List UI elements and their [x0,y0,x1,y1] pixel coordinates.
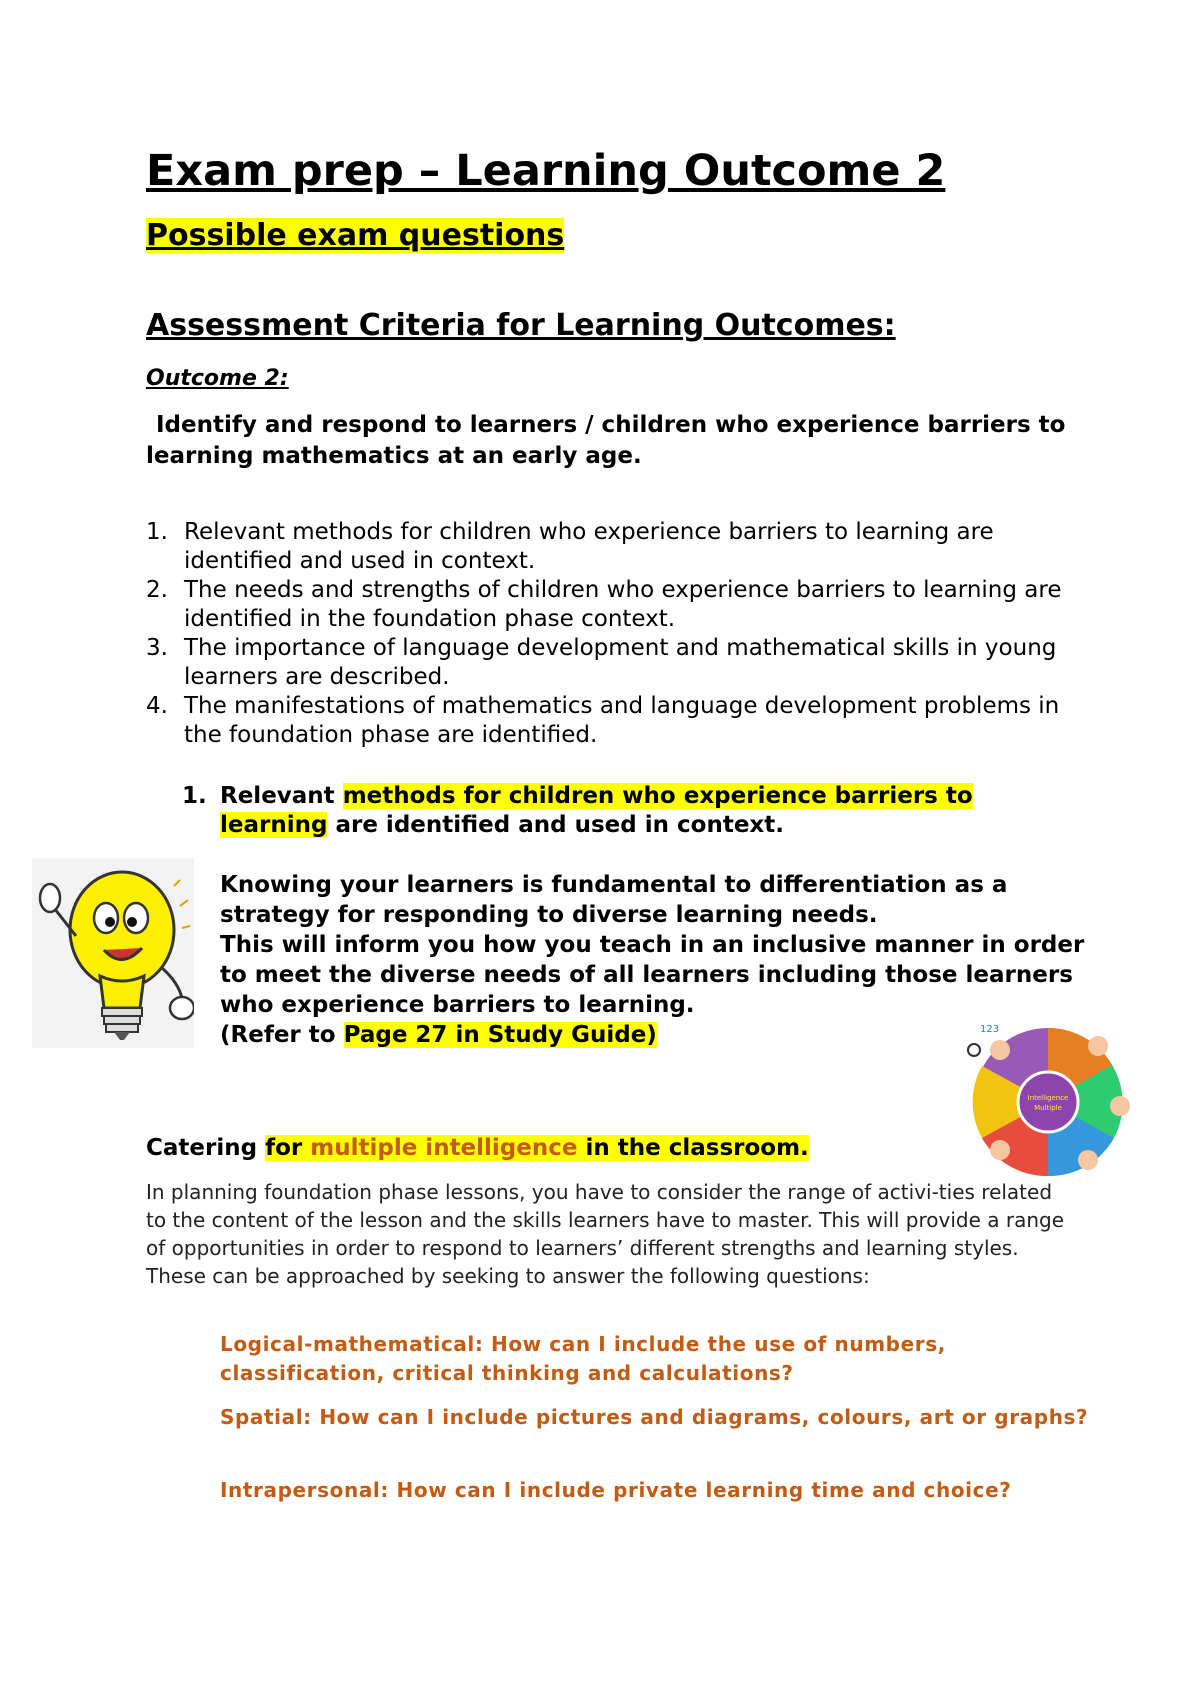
refer-line: (Refer to Page 27 in Study Guide) [220,1022,657,1048]
list-item: 1. Relevant methods for children who experience barriers to learning are identified and used in context. [146,519,994,574]
knowing-para-1: Knowing your learners is fundamental to differentiation as a strategy for responding to diverse learning needs. [220,872,1008,928]
section-1-heading: 1. Relevant methods for children who experience barriers to learning are identified and used in context. [182,783,973,838]
lightbulb-cartoon-icon [32,858,194,1048]
page-title: Exam prep – Learning Outcome 2 [146,146,946,196]
question-spatial: Spatial: How can I include pictures and diagrams, colours, art or graphs? [220,1405,1089,1429]
criteria-list [146,518,1076,750]
svg-text:Multiple: Multiple [1034,1104,1062,1112]
svg-text:Intelligence: Intelligence [1027,1094,1069,1102]
multiple-intelligence-wheel-icon [960,1010,1160,1180]
page-subtitle: Possible exam questions [146,218,565,253]
list-item: 4. The manifestations of mathematics and language development problems in the foundation phase are identified. [146,693,1060,748]
question-logical-mathematical: Logical-mathematical: How can I include the use of numbers, classification, critical thinking and calculations? [220,1332,946,1385]
planning-paragraph: In planning foundation phase lessons, you have to consider the range of activi-ties related to the content of the lesson and the skills learners have to master. This will provide a range of opportunities in order to respond to learners’ different strengths and learning styles. These can be approached by seeking to answer the following questions: [146,1180,1065,1288]
outcome-description: Identify and respond to learners / children who experience barriers to learning mathematics at an early age. [146,412,1066,469]
svg-text:123: 123 [980,1024,1000,1035]
list-item: 3. The importance of language development and mathematical skills in young learners are described. [146,635,1057,690]
list-item: 2. The needs and strengths of children who experience barriers to learning are identified in the foundation phase context. [146,577,1062,632]
knowing-para-2: This will inform you how you teach in an inclusive manner in order to meet the diverse needs of all learners including those learners who experience barriers to learning. [220,932,1085,1018]
catering-heading: Catering for multiple intelligence in the classroom. [146,1135,809,1161]
question-intrapersonal: Intrapersonal: How can I include private learning time and choice? [220,1478,1012,1502]
outcome-label: Outcome 2: [146,366,289,391]
section-heading: Assessment Criteria for Learning Outcomes: [146,308,896,343]
